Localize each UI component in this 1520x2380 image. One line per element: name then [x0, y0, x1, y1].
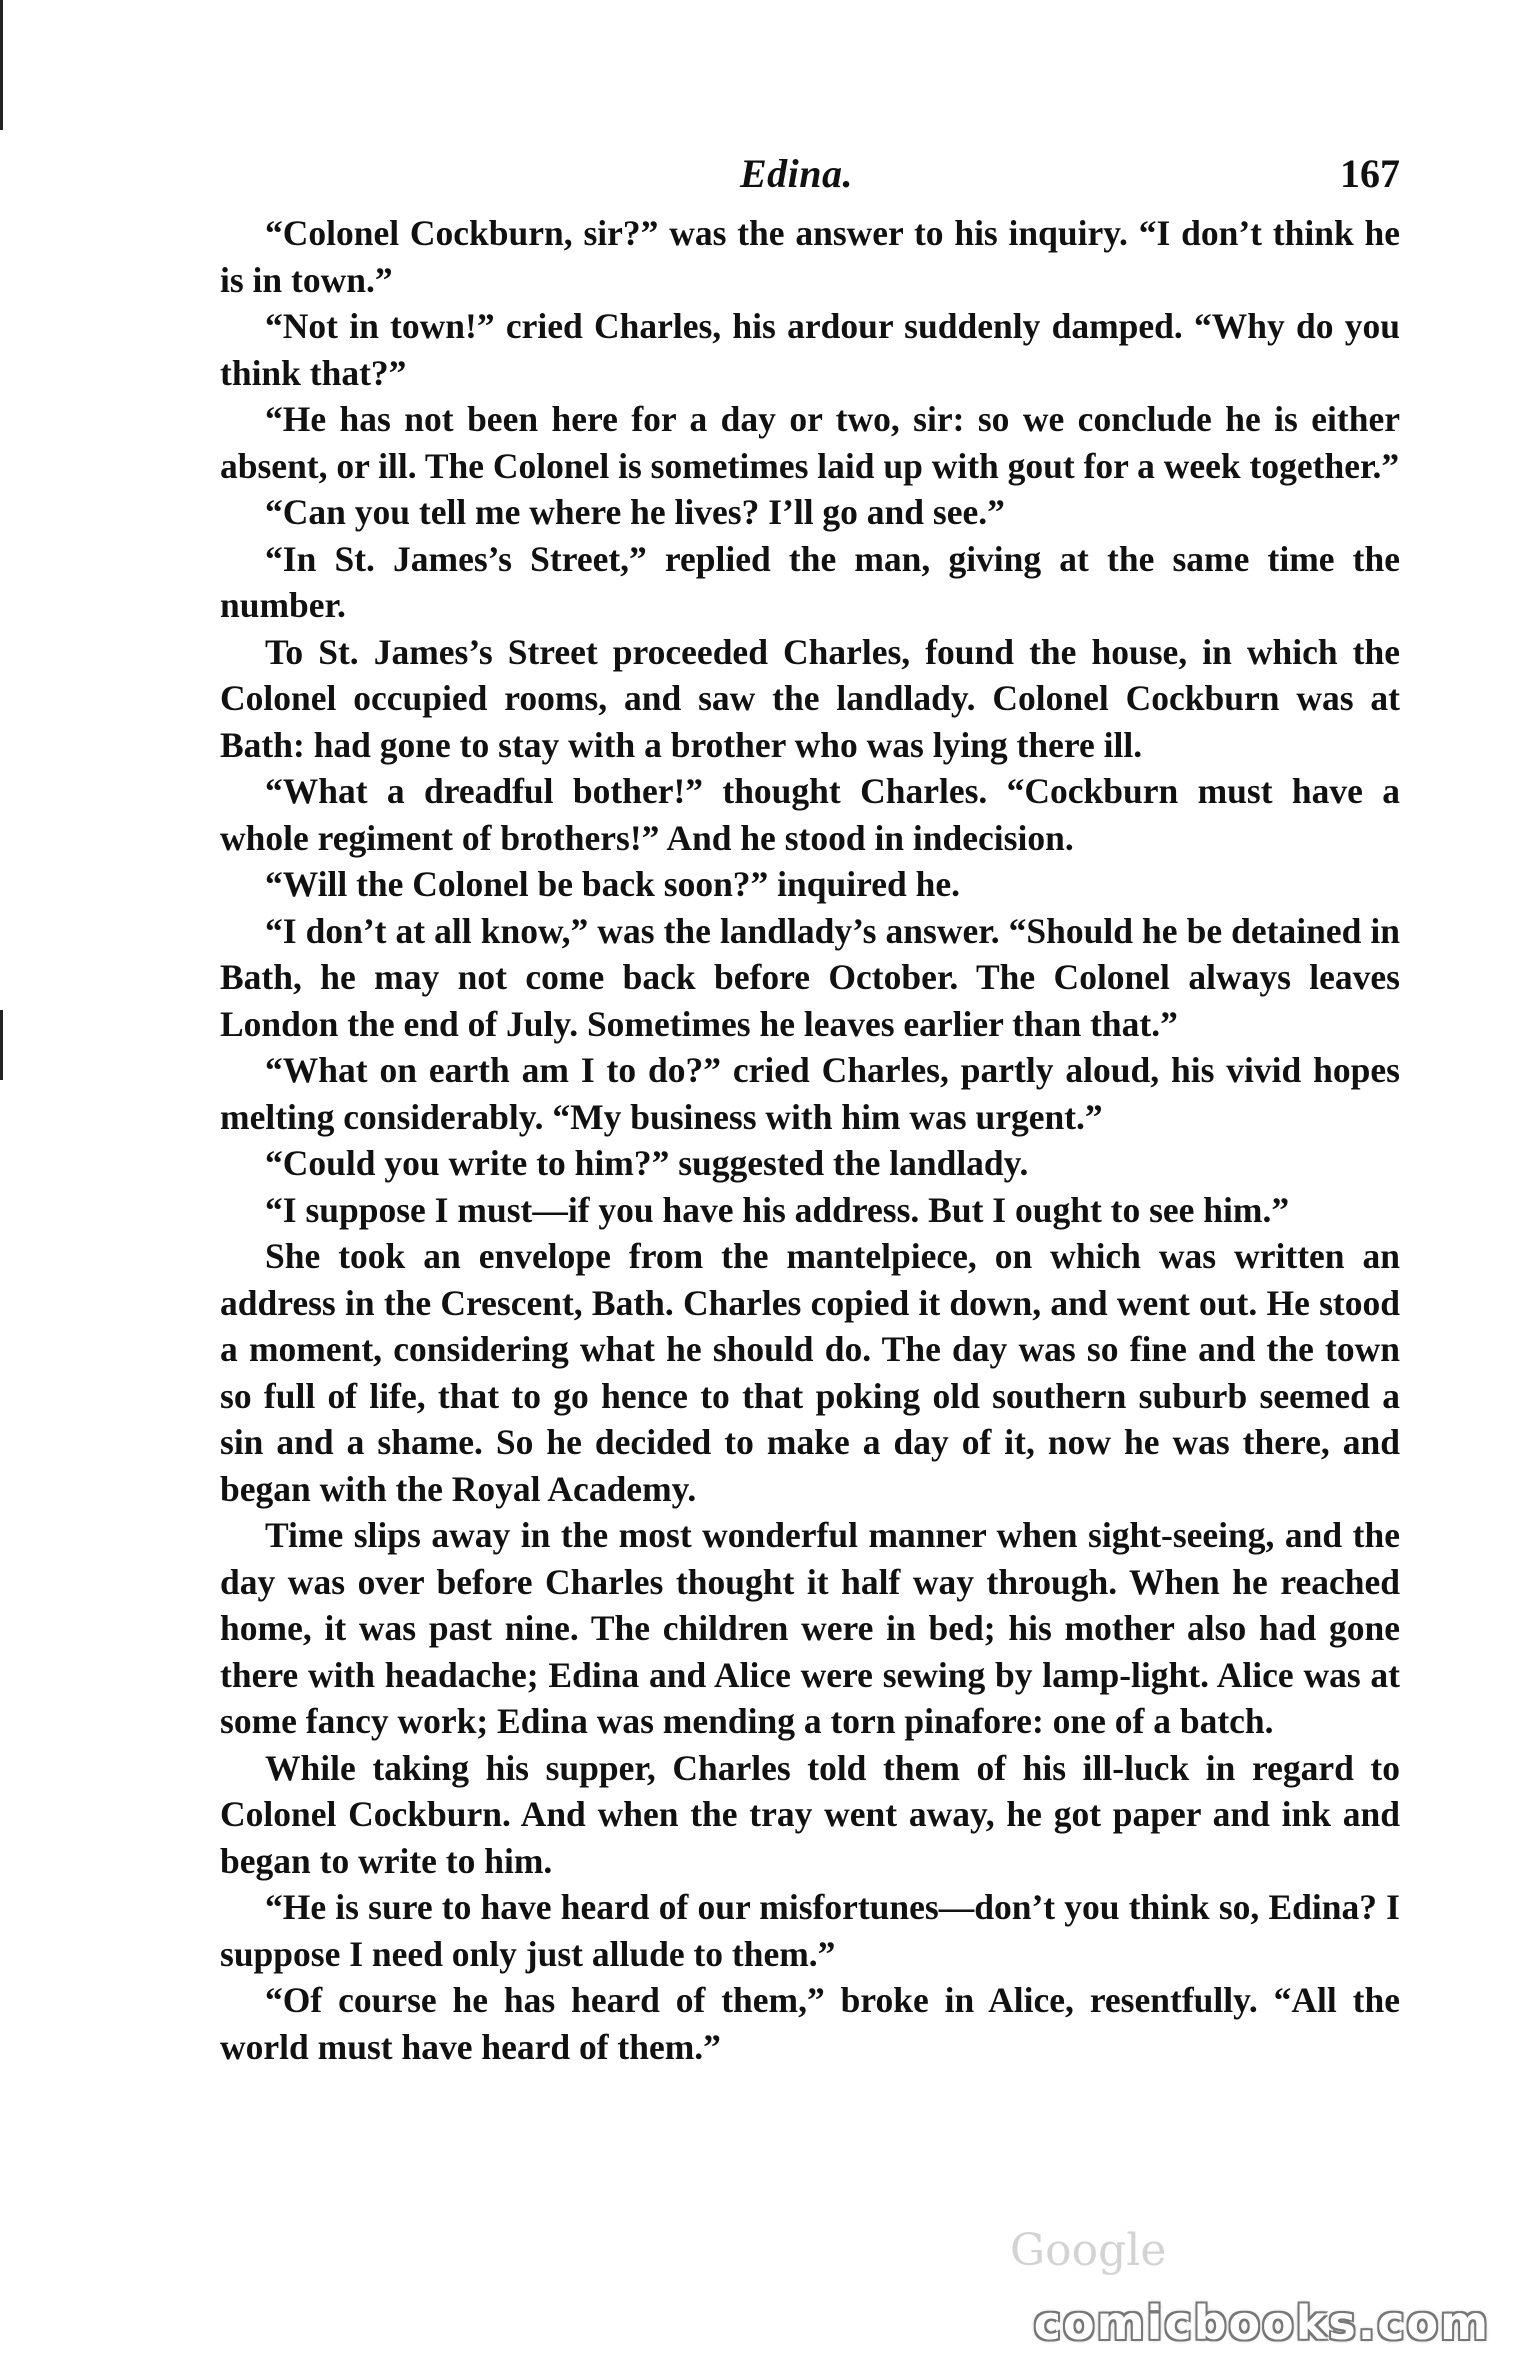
- paragraph: “Will the Colonel be back soon?” inquired he.: [265, 864, 961, 904]
- paragraph: “Can you tell me where he lives? I’ll go and see.”: [265, 492, 1005, 532]
- paragraph: “I don’t at all know,” was the landlady’s answer. “Should he be detained in Bath, he may not come back before October. The Colonel always leaves London the end of July. Sometimes he leaves earlier than that.”: [220, 910, 1400, 1044]
- page-number: 167: [1340, 151, 1400, 196]
- paragraph: “I suppose I must—if you have his address. But I ought to see him.”: [265, 1189, 1290, 1230]
- paragraph: “In St. James’s Street,” replied the man, giving at the same time the number.: [220, 538, 1400, 625]
- google-digitized-stamp: Google: [1010, 2225, 1167, 2276]
- paragraph: While taking his supper, Charles told them of his ill-luck in regard to Colonel Cockburn. And when the tray went away, he got paper and ink and began to write to him.: [220, 1747, 1400, 1881]
- paragraph: To St. James’s Street proceeded Charles, found the house, in which the Colonel occupied rooms, and saw the landlady. Colonel Cockburn was at Bath: had gone to stay with a brother who was lying there ill.: [220, 631, 1400, 765]
- paragraph: “Could you write to him?” suggested the landlady.: [265, 1143, 1029, 1183]
- paragraph: “Colonel Cockburn, sir?” was the answer to his inquiry. “I don’t think he is in town.”: [220, 213, 1400, 300]
- paragraph: “Of course he has heard of them,” broke in Alice, resentfully. “All the world must have heard of them.”: [220, 1980, 1400, 2067]
- paragraph: “He has not been here for a day or two, sir: so we conclude he is either absent, or ill. The Colonel is sometimes laid up with gout for a week together.”: [220, 399, 1400, 486]
- paragraph: Time slips away in the most wonderful manner when sight-seeing, and the day was over before Charles thought it half way through. When he reached home, it was past nine. The children were in bed; his mother also had gone there with headache; Edina and Alice were sewing by lamp-light. Alice was at some fancy work; Edina was mending a torn pinafore: one of a batch.: [220, 1515, 1400, 1741]
- running-head: [220, 150, 1400, 210]
- watermark: comicbooks.com: [1033, 2296, 1490, 2350]
- paragraph: “Not in town!” cried Charles, his ardour suddenly damped. “Why do you think that?”: [220, 306, 1400, 393]
- page-edge-mark: [0, 0, 3, 130]
- running-title: Edina.: [740, 151, 854, 196]
- paragraph: “What a dreadful bother!” thought Charles. “Cockburn must have a whole regiment of brothers!” And he stood in indecision.: [220, 771, 1400, 858]
- paragraph: “He is sure to have heard of our misfortunes—don’t you think so, Edina? I suppose I need only just allude to them.”: [220, 1887, 1400, 1974]
- paragraph: She took an envelope from the mantelpiece, on which was written an address in the Crescent, Bath. Charles copied it down, and went out. He stood a moment, considering what he should do. The day was so fine and the town so full of life, that to go hence to that poking old southern suburb seemed a sin and a shame. So he decided to make a day of it, now he was there, and began with the Royal Academy.: [220, 1236, 1400, 1509]
- page-edge-mark: [0, 1010, 3, 1080]
- paragraph: “What on earth am I to do?” cried Charles, partly aloud, his vivid hopes melting considerably. “My business with him was urgent.”: [220, 1050, 1400, 1137]
- page-body: [220, 210, 1400, 2070]
